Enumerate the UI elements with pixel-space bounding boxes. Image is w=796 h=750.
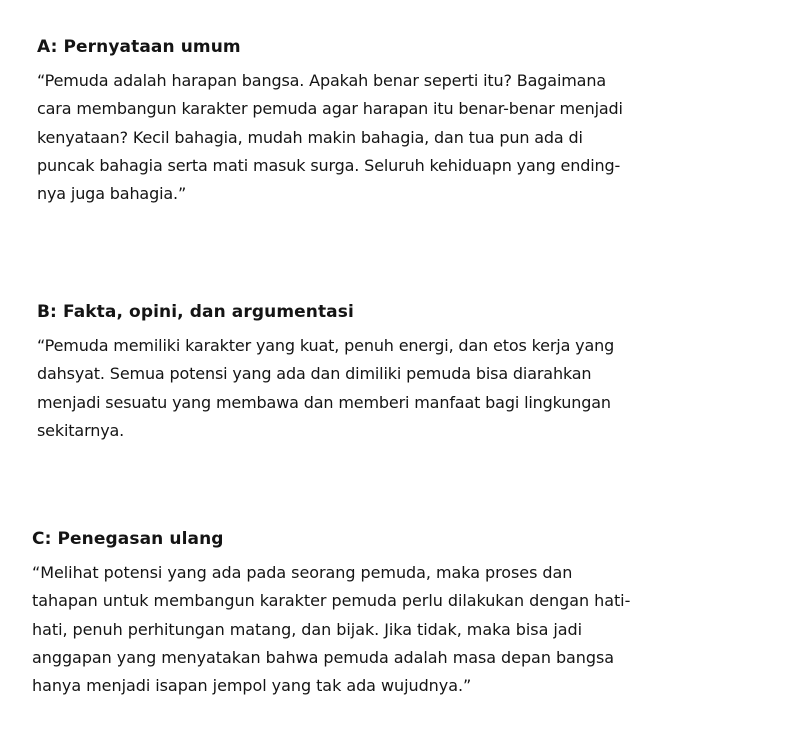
section-b [37, 300, 614, 445]
paragraph-line: “Pemuda adalah harapan bangsa. Apakah benar seperti itu? Bagaimana [37, 71, 606, 90]
section-b-paragraph [37, 332, 614, 445]
paragraph-line: puncak bahagia serta mati masuk surga. Seluruh kehiduapn yang ending- [37, 155, 621, 175]
paragraph-line: kenyataan? Kecil bahagia, mudah makin bahagia, dan tua pun ada di [37, 127, 583, 147]
section-a-heading: A: Pernyataan umum [37, 37, 241, 57]
paragraph-line: hanya menjadi isapan jempol yang tak ada wujudnya.” [32, 676, 472, 696]
section-c-paragraph [32, 559, 630, 700]
section-c [32, 527, 630, 700]
paragraph-line: “Pemuda memiliki karakter yang kuat, penuh energi, dan etos kerja yang [37, 336, 615, 355]
paragraph-line: dahsyat. Semua potensi yang ada dan dimiliki pemuda bisa diarahkan [37, 364, 592, 384]
section-a-paragraph [37, 67, 623, 208]
paragraph-line: nya juga bahagia.” [37, 184, 187, 204]
paragraph-line: menjadi sesuatu yang membawa dan memberi manfaat bagi lingkungan [37, 392, 611, 412]
paragraph-line: hati, penuh perhitungan matang, dan bijak. Jika tidak, maka bisa jadi [32, 619, 583, 639]
paragraph-line: sekitarnya. [37, 420, 125, 440]
section-c-heading: C: Penegasan ulang [32, 529, 224, 549]
paragraph-line: cara membangun karakter pemuda agar harapan itu benar-benar menjadi [37, 99, 623, 119]
paragraph-line: “Melihat potensi yang ada pada seorang pemuda, maka proses dan [32, 563, 573, 582]
paragraph-line: tahapan untuk membangun karakter pemuda perlu dilakukan dengan hati- [32, 591, 631, 611]
paragraph-line: anggapan yang menyatakan bahwa pemuda adalah masa depan bangsa [32, 647, 615, 667]
section-a [37, 35, 623, 208]
section-b-heading: B: Fakta, opini, dan argumentasi [37, 302, 354, 322]
